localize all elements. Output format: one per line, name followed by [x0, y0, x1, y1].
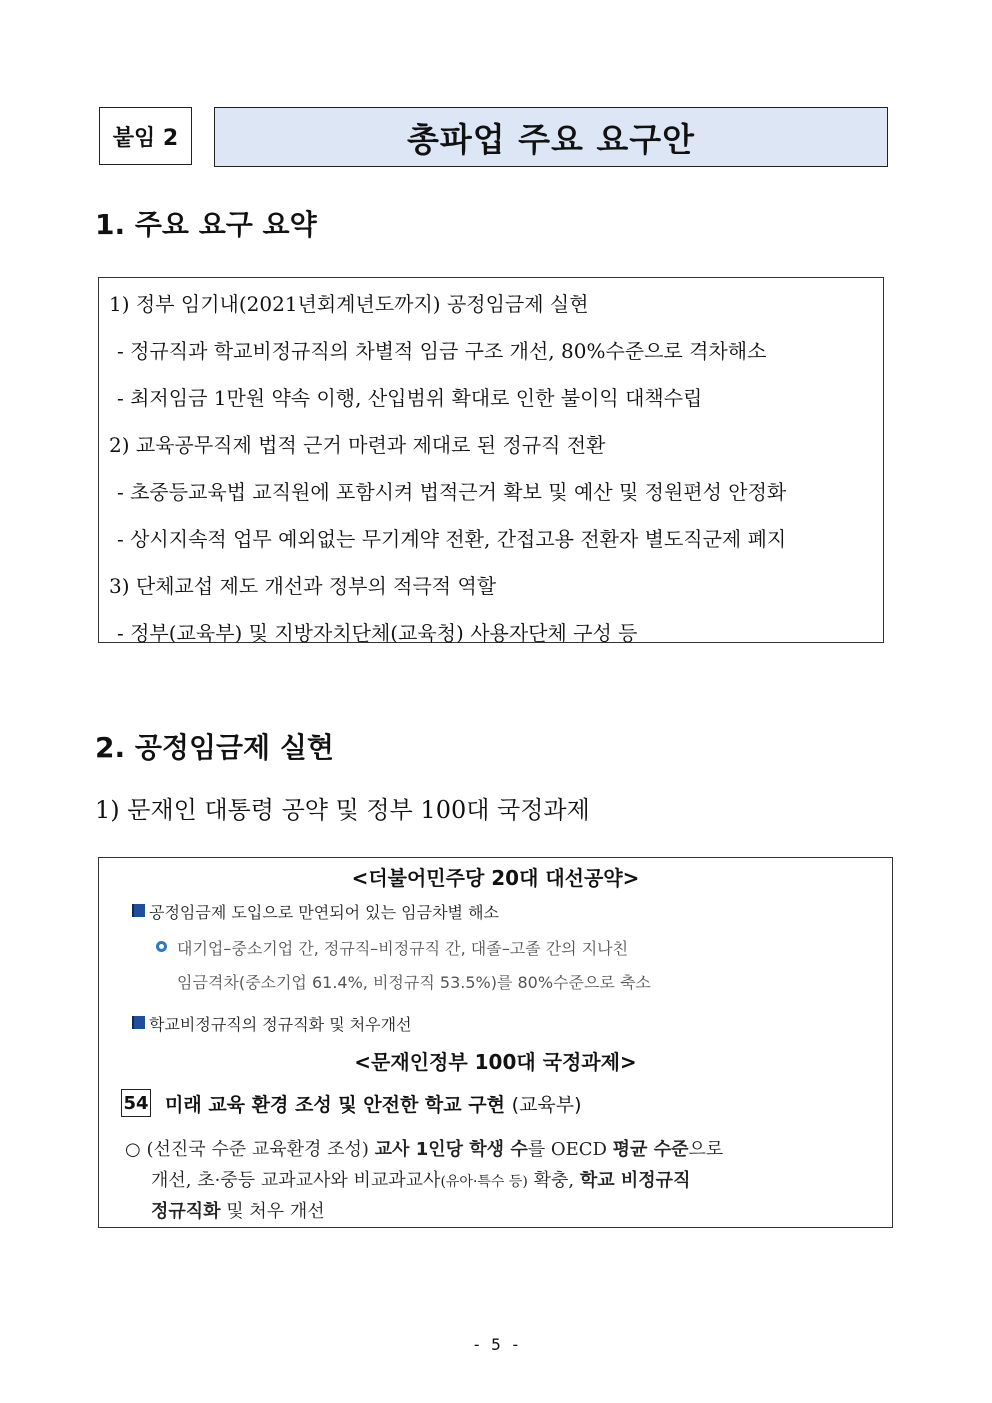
para-emphasis: 평균 수준: [612, 1139, 689, 1160]
pledge-detail: 대기업–중소기업 간, 정규직–비정규직 간, 대졸–고졸 간의 지나친: [177, 939, 629, 958]
task-title: [165, 1090, 581, 1117]
task-paragraph-line: [151, 1197, 325, 1223]
pledge-detail: 임금격차(중소기업 61.4%, 비정규직 53.5%)를 80%수준으로 축소: [177, 973, 651, 992]
task-dept: (교육부): [511, 1094, 582, 1116]
circle-bullet-icon: [156, 941, 167, 952]
task-paragraph-line: [151, 1166, 690, 1192]
pledge-item: 학교비정규직의 정규직화 및 처우개선: [149, 1015, 412, 1034]
task-number: 54: [121, 1089, 151, 1117]
summary-line: - 정부(교육부) 및 지방자치단체(교육청) 사용자단체 구성 등: [117, 621, 638, 645]
para-bullet: ○: [125, 1139, 141, 1160]
summary-line: - 정규직과 학교비정규직의 차별적 임금 구조 개선, 80%수준으로 격차해소: [117, 339, 767, 363]
para-emphasis: 학교 비정규직: [579, 1170, 691, 1191]
summary-box: [98, 277, 884, 643]
page-title: 총파업 주요 요구안: [214, 107, 888, 167]
para-text: 및 처우 개선: [226, 1201, 325, 1222]
agenda-title: <문재인정부 100대 국정과제>: [354, 1050, 637, 1074]
summary-line: 3) 단체교섭 제도 개선과 정부의 적극적 역할: [109, 574, 497, 598]
section1-heading: 1. 주요 요구 요약: [95, 208, 317, 241]
summary-line: - 최저임금 1만원 약속 이행, 산입범위 확대로 인한 불이익 대책수립: [117, 386, 703, 410]
pledge-item: 공정임금제 도입으로 만연되어 있는 임금차별 해소: [149, 903, 500, 922]
task-title-text: 미래 교육 환경 조성 및 안전한 학교 구현: [165, 1094, 505, 1116]
para-text: 확충,: [533, 1170, 575, 1191]
para-text: 개선, 초·중등 교과교사와 비교과교사: [151, 1170, 441, 1191]
page-number: - 5 -: [471, 1335, 521, 1354]
pledge-title: <더불어민주당 20대 대선공약>: [351, 866, 640, 890]
flag-bullet-icon: [132, 1016, 145, 1029]
para-emphasis: 교사 1인당 학생 수: [374, 1139, 528, 1160]
pledge-box: [98, 857, 893, 1228]
para-text: (선진국 수준 교육환경 조성): [146, 1139, 369, 1160]
attachment-badge: 붙임 2: [99, 107, 192, 165]
summary-line: - 상시지속적 업무 예외없는 무기계약 전환, 간접고용 전환자 별도직군제 폐지: [117, 527, 787, 551]
flag-bullet-icon: [132, 904, 145, 917]
para-text: 를 OECD: [527, 1139, 607, 1160]
section2-heading: 2. 공정임금제 실현: [95, 731, 334, 764]
summary-line: 2) 교육공무직제 법적 근거 마련과 제대로 된 정규직 전환: [109, 433, 606, 457]
task-paragraph-line: [125, 1135, 723, 1161]
section2-subheading: 1) 문재인 대통령 공약 및 정부 100대 국정과제: [95, 796, 590, 824]
para-emphasis: 정규직화: [151, 1201, 221, 1222]
summary-line: 1) 정부 임기내(2021년회계년도까지) 공정임금제 실현: [109, 292, 589, 316]
para-text: 으로: [688, 1139, 724, 1160]
para-small: (유아·특수 등): [440, 1174, 528, 1190]
summary-line: - 초중등교육법 교직원에 포함시켜 법적근거 확보 및 예산 및 정원편성 안정화: [117, 480, 787, 504]
